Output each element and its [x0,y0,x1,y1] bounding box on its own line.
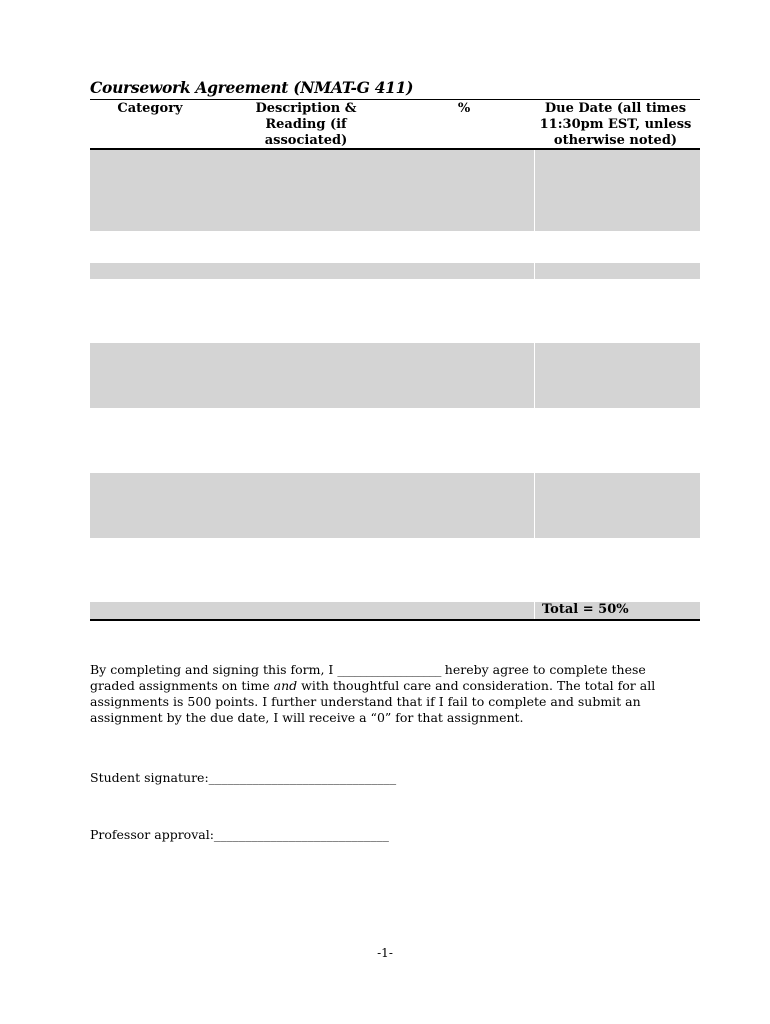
name-blank: __________________ [337,662,441,677]
student-signature-line: Student signature:______________________________ [90,770,397,785]
document-title: Coursework Agreement (NMAT-G 411) [90,78,414,97]
column-header-percent: % [457,101,471,116]
table-row [90,343,700,408]
agreement-text-2: hereby agree to complete these graded assignments on time [90,662,646,693]
column-header-description: Description & Reading (if associated) [255,101,357,148]
agreement-text-1: By completing and signing this form, I [90,662,338,677]
total-label: Total = 50% [542,602,629,617]
table-row [90,150,700,231]
agreement-paragraph [90,662,690,726]
title-rule [90,99,700,100]
column-header-due-date: Due Date (all times 11:30pm EST, unless otherwise noted) [539,101,692,148]
column-header-category: Category [117,101,183,116]
page-number: -1- [377,946,393,960]
table-bottom-rule [90,619,700,621]
professor-approval-line: Professor approval:____________________________ [90,827,389,842]
agreement-emphasis: and [273,678,298,693]
agreement-text-3: with thoughtful care and consideration. The total for all assignments is 500 points. I further understand that if I fail to complete and submit an assignment by the due date, I will receive a “0” for that assignment. [90,678,656,725]
column-divider [534,150,535,620]
table-row [90,263,700,279]
table-row [90,473,700,538]
